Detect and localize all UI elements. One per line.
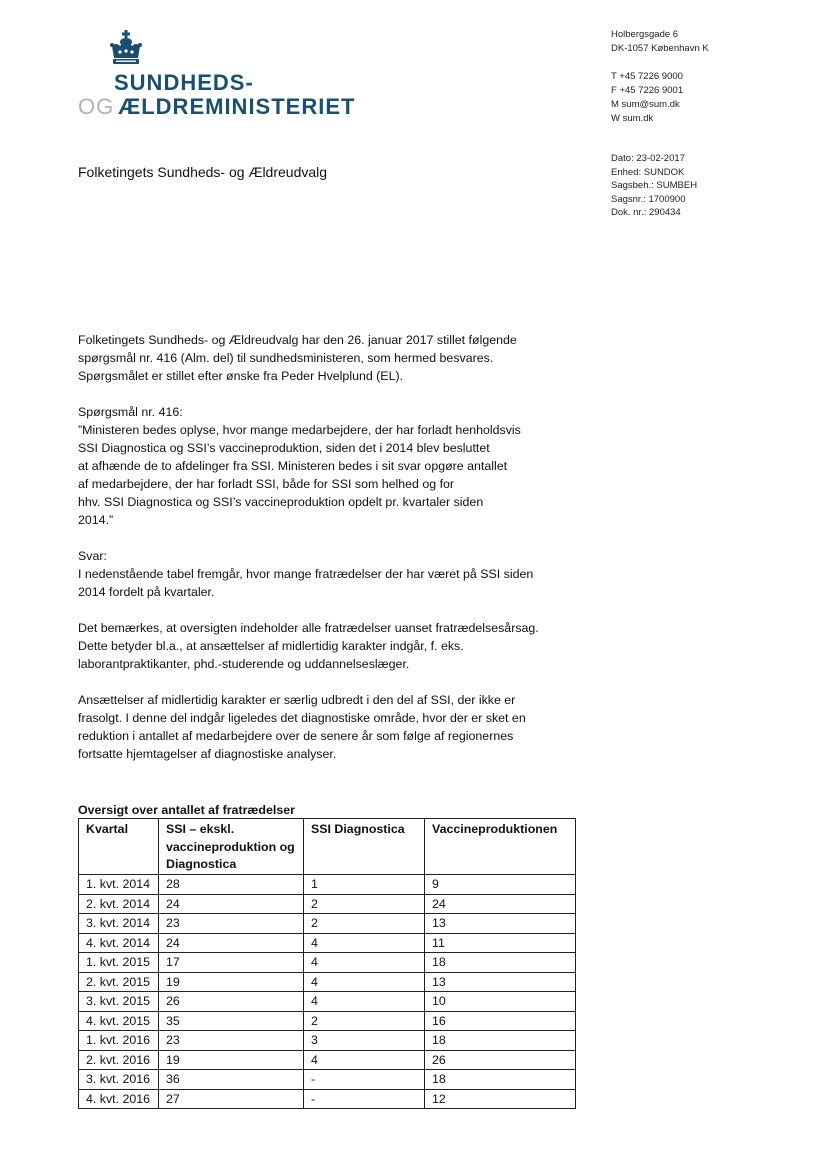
table-cell: 3. kvt. 2015 (79, 992, 159, 1012)
table-header-row (79, 819, 576, 875)
contact-email: M sum@sum.dk (611, 99, 680, 110)
logo-text-og: OG (78, 94, 115, 119)
table-body (79, 875, 576, 1109)
table-cell: 2. kvt. 2016 (79, 1050, 159, 1070)
text-line: 2014.” (78, 513, 114, 527)
text-line: Ansættelser af midlertidig karakter er særlig udbredt i den del af SSI, der ikke er (78, 693, 516, 707)
address-line: Holbergsgade 6 (611, 29, 679, 40)
table-row (79, 953, 576, 973)
text-line: I nedenstående tabel fremgår, hvor mange fratrædelser der har været på SSI siden (78, 567, 534, 581)
table-cell: 2 (304, 914, 425, 934)
table-cell: 18 (425, 953, 576, 973)
table-cell: 16 (425, 1011, 576, 1031)
table-row (79, 1031, 576, 1051)
table-title: Oversigt over antallet af fratrædelser (78, 803, 295, 817)
table-cell: 1. kvt. 2016 (79, 1031, 159, 1051)
text-line: SSI Diagnostica og SSI’s vaccineproduktion, siden det i 2014 blev besluttet (78, 441, 490, 455)
text-line: spørgsmål nr. 416 (Alm. del) til sundhedsministeren, som hermed besvares. (78, 351, 494, 365)
text-line: 2014 fordelt på kvartaler. (78, 585, 215, 599)
text-line: frasolgt. I denne del indgår ligeledes det diagnostiske område, hvor der er sket en (78, 711, 526, 725)
table-row (79, 1050, 576, 1070)
table-cell: 19 (159, 1050, 304, 1070)
meta-document-number: Dok. nr.: 290434 (611, 207, 681, 219)
table-row (79, 933, 576, 953)
document-metadata (611, 152, 697, 220)
table-cell: 11 (425, 933, 576, 953)
table-row (79, 1070, 576, 1090)
table-cell: 2 (304, 894, 425, 914)
paragraph-temporary (78, 691, 578, 763)
table-cell: 4. kvt. 2015 (79, 1011, 159, 1031)
paragraph-note (78, 619, 578, 673)
table-cell: 1. kvt. 2014 (79, 875, 159, 895)
text-line: fortsatte hjemtagelser af diagnostiske analyser. (78, 747, 337, 761)
text-line: Folketingets Sundheds- og Ældreudvalg har den 26. januar 2017 stillet følgende (78, 333, 517, 347)
text-line: Spørgsmål nr. 416: (78, 405, 183, 419)
meta-date: Dato: 23-02-2017 (611, 153, 685, 164)
table-cell: 3. kvt. 2014 (79, 914, 159, 934)
table-row (79, 1089, 576, 1109)
ministry-address (611, 28, 709, 126)
table-cell: 4 (304, 1050, 425, 1070)
meta-case-number: Sagsnr.: 1700900 (611, 193, 686, 205)
text-line: hhv. SSI Diagnostica og SSI’s vaccineproduktion opdelt pr. kvartaler siden (78, 495, 484, 509)
text-line: Svar: (78, 549, 107, 563)
table-cell: 36 (159, 1070, 304, 1090)
ministry-logo (78, 30, 358, 120)
contact-phone: T +45 7226 9000 (611, 71, 683, 82)
recipient: Folketingets Sundheds- og Ældreudvalg (78, 164, 328, 180)
table-row (79, 875, 576, 895)
meta-unit: Enhed: SUNDOK (611, 166, 685, 178)
table-cell: 18 (425, 1031, 576, 1051)
table-cell: 24 (159, 933, 304, 953)
table-cell: 3. kvt. 2016 (79, 1070, 159, 1090)
text-line: reduktion i antallet af medarbejdere over de senere år som følge af regionernes (78, 729, 514, 743)
paragraph-question (78, 403, 578, 529)
meta-case-officer: Sagsbeh.: SUMBEH (611, 180, 698, 192)
text-line: ”Ministeren bedes oplyse, hvor mange medarbejdere, der har forladt henholdsvis (78, 423, 521, 437)
logo-text-line2 (78, 94, 355, 120)
table-cell: - (304, 1089, 425, 1109)
table-cell: 17 (159, 953, 304, 973)
column-header: Kvartal (79, 819, 159, 875)
contact-web: W sum.dk (611, 113, 654, 124)
text-line: Spørgsmålet er stillet efter ønske fra Peder Hvelplund (EL). (78, 369, 404, 383)
table-cell: 2 (304, 1011, 425, 1031)
text-line: af medarbejdere, der har forladt SSI, både for SSI som helhed og for (78, 477, 455, 491)
contact-fax: F +45 7226 9001 (611, 85, 684, 96)
column-header: SSI – ekskl. vaccineproduktion og Diagnostica (159, 819, 304, 875)
table-cell: 1 (304, 875, 425, 895)
table-cell: 24 (159, 894, 304, 914)
table-row (79, 972, 576, 992)
table-cell: 28 (159, 875, 304, 895)
resignations-table (78, 818, 576, 1109)
column-header: Vaccineproduktionen (425, 819, 576, 875)
paragraph-answer (78, 547, 578, 601)
table-cell: 23 (159, 1031, 304, 1051)
table-cell: 13 (425, 972, 576, 992)
table-cell: 2. kvt. 2015 (79, 972, 159, 992)
table-cell: 24 (425, 894, 576, 914)
table-cell: 3 (304, 1031, 425, 1051)
table-cell: 4. kvt. 2016 (79, 1089, 159, 1109)
table-cell: 13 (425, 914, 576, 934)
text-line: at afhænde de to afdelinger fra SSI. Ministeren bedes i sit svar opgøre antallet (78, 459, 508, 473)
table-cell: 35 (159, 1011, 304, 1031)
table-row (79, 894, 576, 914)
table-cell: 4 (304, 992, 425, 1012)
table-cell: 10 (425, 992, 576, 1012)
table-cell: 4 (304, 933, 425, 953)
letter-body (78, 331, 578, 781)
logo-text-line1: SUNDHEDS- (114, 70, 254, 95)
table-cell: - (304, 1070, 425, 1090)
table-cell: 4. kvt. 2014 (79, 933, 159, 953)
table-cell: 4 (304, 953, 425, 973)
address-line: DK-1057 København K (611, 43, 709, 54)
table-cell: 19 (159, 972, 304, 992)
logo-text-ministry: ÆLDREMINISTERIET (118, 94, 356, 119)
table-cell: 26 (159, 992, 304, 1012)
table-row (79, 914, 576, 934)
text-line: Dette betyder bl.a., at ansættelser af midlertidig karakter indgår, f. eks. (78, 639, 464, 653)
table-cell: 12 (425, 1089, 576, 1109)
table-row (79, 992, 576, 1012)
royal-crown-icon (108, 30, 144, 66)
table-cell: 4 (304, 972, 425, 992)
table-cell: 27 (159, 1089, 304, 1109)
table-cell: 23 (159, 914, 304, 934)
table-cell: 1. kvt. 2015 (79, 953, 159, 973)
table-cell: 9 (425, 875, 576, 895)
paragraph-intro (78, 331, 578, 385)
table-cell: 2. kvt. 2014 (79, 894, 159, 914)
table-row (79, 1011, 576, 1031)
table-cell: 26 (425, 1050, 576, 1070)
column-header: SSI Diagnostica (304, 819, 425, 875)
table-cell: 18 (425, 1070, 576, 1090)
text-line: Det bemærkes, at oversigten indeholder alle fratrædelser uanset fratrædelsesårsag. (78, 621, 539, 635)
text-line: laborantpraktikanter, phd.-studerende og uddannelseslæger. (78, 657, 410, 671)
